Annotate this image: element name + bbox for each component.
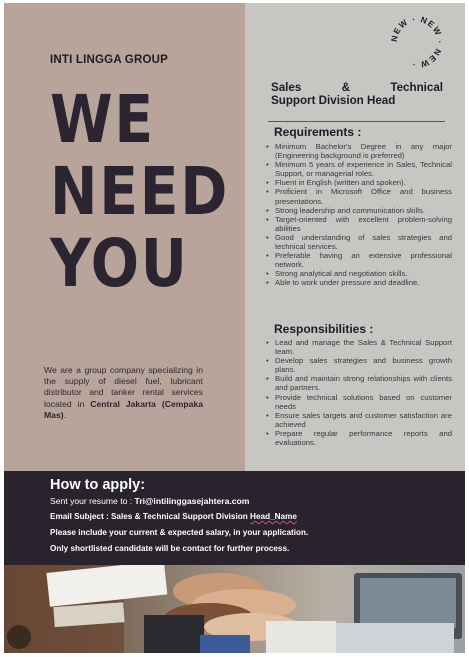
list-item: • Develop sales strategies and business growth plans. — [266, 356, 452, 374]
responsibilities-list — [266, 338, 452, 447]
job-title-word: Technical — [390, 81, 443, 94]
teamwork-hands-photo — [4, 565, 465, 653]
svg-text:NEW · NEW · NEW · — [389, 14, 445, 70]
list-item: • Minimum 5 years of experience in Sales, Technical Support, or managerial roles. — [266, 160, 452, 178]
list-item: • Provide technical solutions based on customer needs — [266, 393, 452, 411]
subject-name: Head_Name — [250, 512, 297, 521]
salary-note: Please include your current & expected salary, in your application. — [50, 528, 309, 537]
requirements-list — [266, 142, 452, 288]
list-item: • Preferable having an extensive professional network. — [266, 251, 452, 269]
send-label: Sent your resume to : — [50, 496, 135, 506]
job-title-line2: Support Division Head — [271, 94, 396, 107]
shortlist-note: Only shortlisted candidate will be contact for further process. — [50, 544, 290, 553]
list-item: • Minimum Bachelor's Degree in any major (Engineering background is preferred) — [266, 142, 452, 160]
company-description — [44, 365, 203, 421]
poster-frame — [4, 3, 465, 653]
list-item: • Target-oriented with excellent problem-solving abilities — [266, 215, 452, 233]
description-text: We are a group company specializing in the supply of diesel fuel, lubricant distributor and tanker rental services located in — [44, 365, 203, 409]
list-item: • Strong analytical and negotiation skills. — [266, 269, 452, 278]
list-item: • Proficient in Microsoft Office and business presentations. — [266, 187, 452, 205]
subject-label: Email Subject : Sales & Technical Support Division — [50, 512, 251, 521]
list-item: • Able to work under pressure and deadline. — [266, 278, 452, 287]
job-title-word: Sales — [271, 81, 302, 94]
requirements-heading: Requirements : — [274, 125, 362, 139]
description-location: Central Jakarta (Cempaka Mas) — [44, 398, 203, 420]
list-item: • Build and maintain strong relationships with clients and partners. — [266, 374, 452, 392]
headline-need: NEED — [50, 153, 230, 230]
apply-title: How to apply: — [50, 477, 146, 493]
new-badge-icon — [386, 11, 448, 73]
list-item: • Ensure sales targets and customer satisfaction are achieved — [266, 411, 452, 429]
divider — [268, 121, 445, 122]
apply-subject-line — [50, 512, 297, 521]
headline-you: YOU — [50, 225, 189, 302]
badge-text: NEW · NEW · NEW · — [388, 13, 446, 71]
list-item: • Strong leadership and communication skills. — [266, 206, 452, 215]
list-item: • Prepare regular performance reports and evaluations. — [266, 429, 452, 447]
headline-we: WE — [50, 81, 155, 158]
list-item: • Good understanding of sales strategies and technical services. — [266, 233, 452, 251]
list-item: • Fluent in English (written and spoken). — [266, 178, 452, 187]
how-to-apply-section — [4, 471, 465, 565]
apply-send-line — [50, 496, 249, 506]
company-name: INTI LINGGA GROUP — [50, 54, 168, 66]
job-title-word: & — [341, 81, 351, 94]
job-title — [271, 81, 443, 107]
list-item: • Lead and manage the Sales & Technical Support team. — [266, 338, 452, 356]
email-address[interactable]: Tri@intilinggasejahtera.com — [134, 496, 250, 506]
responsibilities-heading: Responsibilities : — [274, 322, 374, 336]
description-end: . — [63, 409, 66, 420]
